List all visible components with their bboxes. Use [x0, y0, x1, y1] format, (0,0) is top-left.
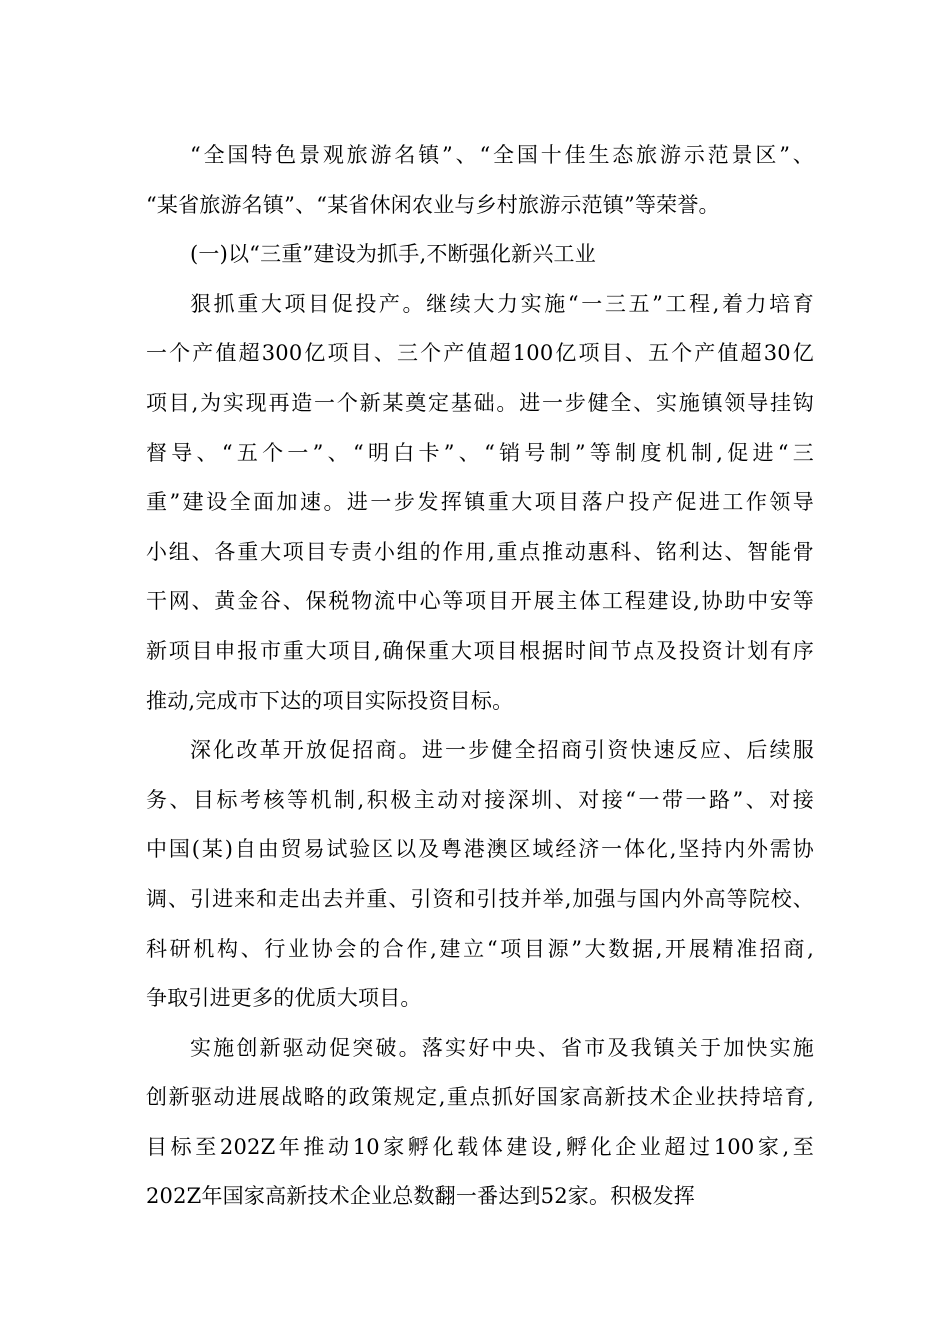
- document-page: [146, 131, 814, 1222]
- paragraph-line: 一个产值超300亿项目、三个产值超100亿项目、五个产值超30亿: [146, 341, 814, 366]
- paragraph-first-line: “全国特色景观旅游名镇”、“全国十佳生态旅游示范景区”、: [190, 143, 814, 167]
- paragraph-line: 创新驱动进展战略的政策规定,重点抓好国家高新技术企业扶持培育,: [146, 1085, 814, 1110]
- paragraph-line: 重”建设全面加速。进一步发挥镇重大项目落户投产促进工作领导: [146, 490, 814, 515]
- paragraph-line: 争取引进更多的优质大项目。: [146, 986, 422, 1011]
- paragraph-line: 务、目标考核等机制,积极主动对接深圳、对接“一带一路”、对接: [146, 787, 814, 812]
- paragraph-line: 新项目申报市重大项目,确保重大项目根据时间节点及投资计划有序: [146, 638, 814, 663]
- paragraph-line: 干网、黄金谷、保税物流中心等项目开展主体工程建设,协助中安等: [146, 589, 814, 614]
- paragraph-line: 目标至202Z年推动10家孵化载体建设,孵化企业超过100家,至: [146, 1134, 814, 1159]
- paragraph-line: 202Z年国家高新技术企业总数翻一番达到52家。积极发挥: [146, 1184, 695, 1209]
- paragraph-line: 调、引进来和走出去并重、引资和引技并举,加强与国内外高等院校、: [146, 886, 814, 911]
- paragraph-line: 推动,完成市下达的项目实际投资目标。: [146, 688, 514, 713]
- paragraph-line: 督导、“五个一”、“明白卡”、“销号制”等制度机制,促进“三: [146, 440, 814, 465]
- paragraph-first-line: (一)以“三重”建设为抓手,不断强化新兴工业: [190, 242, 596, 267]
- paragraph-line: 科研机构、行业协会的合作,建立“项目源”大数据,开展精准招商,: [146, 936, 814, 961]
- paragraph-line: 项目,为实现再造一个新某奠定基础。进一步健全、实施镇领导挂钩: [146, 390, 814, 415]
- paragraph-line: 中国(某)自由贸易试验区以及粤港澳区域经济一体化,坚持内外需协: [146, 837, 814, 862]
- paragraph-line: “某省旅游名镇”、“某省休闲农业与乡村旅游示范镇”等荣誉。: [146, 192, 720, 217]
- paragraph-line: 小组、各重大项目专责小组的作用,重点推动惠科、铭利达、智能骨: [146, 539, 814, 564]
- paragraph-first-line: 狠抓重大项目促投产。继续大力实施“一三五”工程,着力培育: [190, 291, 814, 316]
- paragraph-first-line: 深化改革开放促招商。进一步健全招商引资快速反应、后续服: [190, 738, 814, 763]
- paragraph-first-line: 实施创新驱动促突破。落实好中央、省市及我镇关于加快实施: [190, 1035, 814, 1060]
